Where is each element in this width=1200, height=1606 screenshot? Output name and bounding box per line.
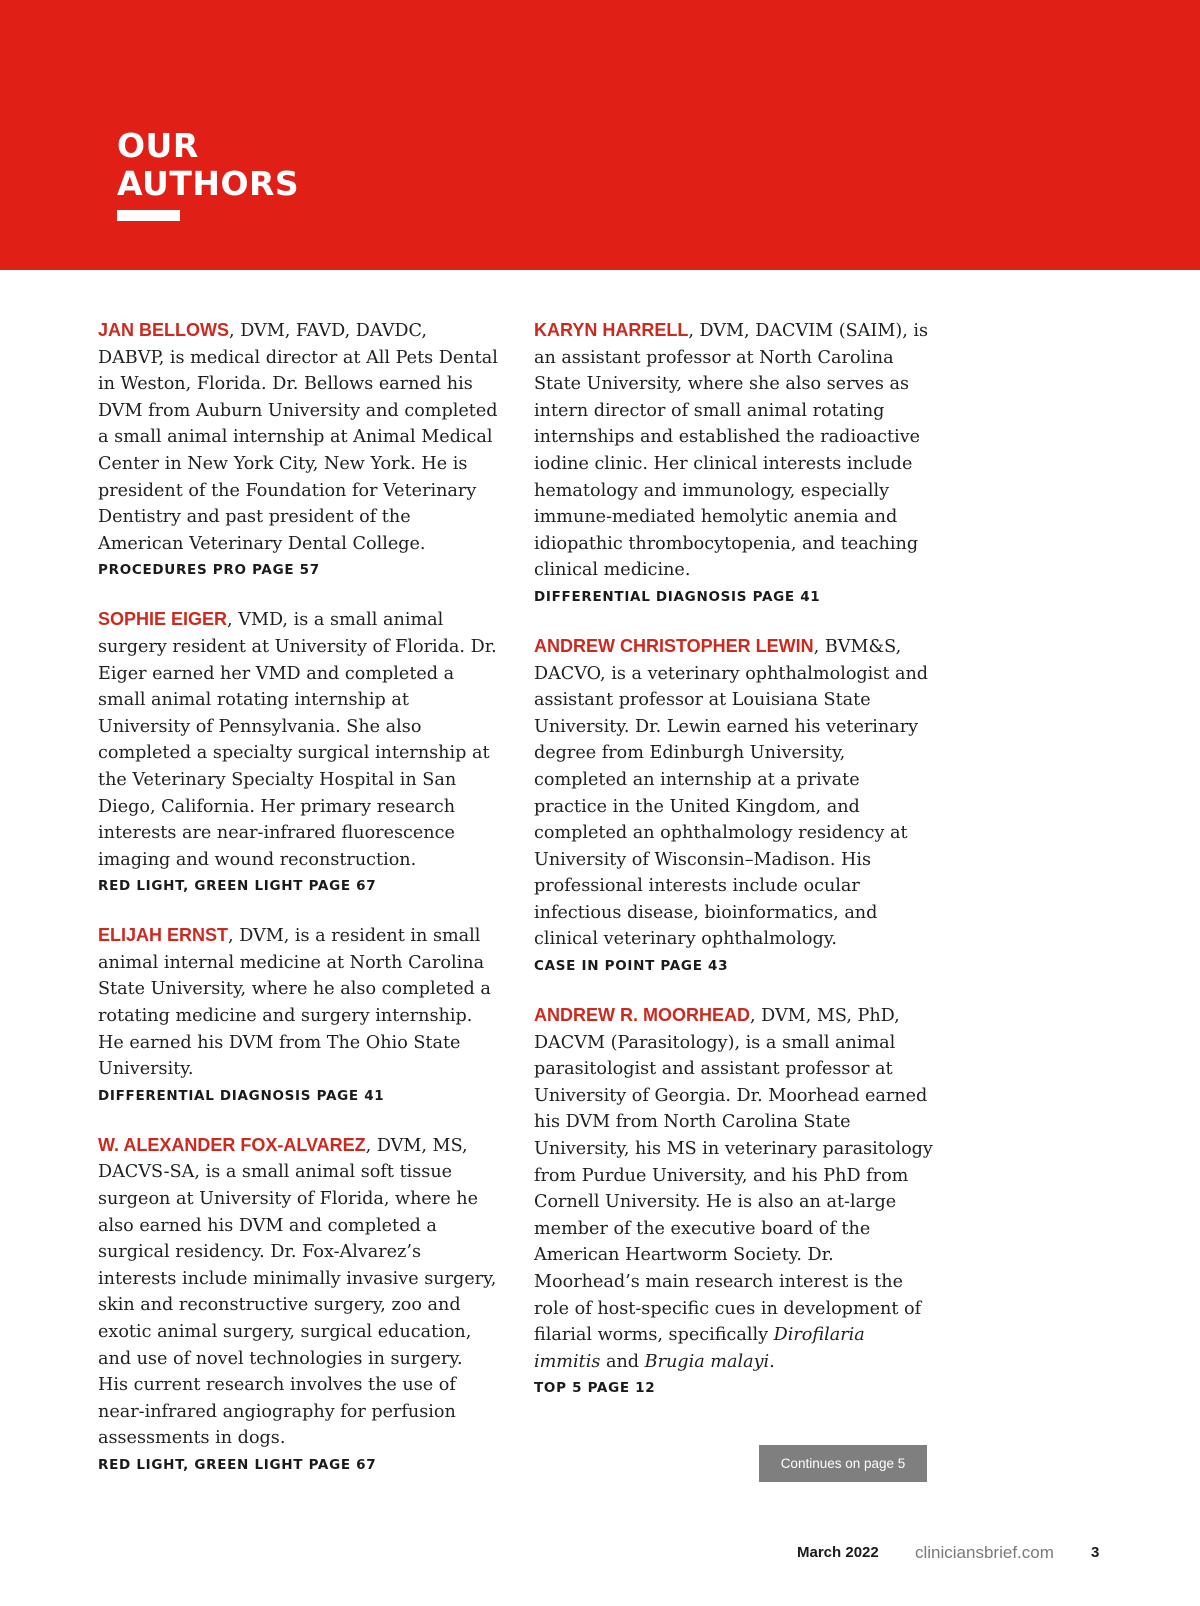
site-url[interactable]: cliniciansbrief.com — [915, 1543, 1054, 1562]
author-bio — [534, 633, 934, 953]
article-reference: DIFFERENTIAL DIAGNOSIS PAGE 41 — [98, 1087, 385, 1104]
page-number: 3 — [1091, 1544, 1100, 1561]
author-bio — [534, 317, 934, 584]
article-reference: TOP 5 PAGE 12 — [534, 1380, 656, 1397]
author-bio — [98, 922, 498, 1083]
author-name: ANDREW R. MOORHEAD — [534, 1005, 750, 1026]
title-underline-bar — [117, 210, 180, 221]
article-reference: PROCEDURES PRO PAGE 57 — [98, 562, 320, 579]
author-bio-text: , VMD, is a small animal surgery resident at University of Florida. Dr. Eiger earned her VMD and completed a small animal rotating internship at University of Pennsylvania. She also completed a specialty surgical internship at the Veterinary Specialty Hospital in San Diego, California. Her primary research interests are near-infrared fluorescence imaging and wound reconstruction. — [98, 610, 497, 870]
page-title-line-2: AUTHORS — [117, 164, 300, 203]
author-bio-text: , DVM, FAVD, DAVDC, DABVP, is medical director at All Pets Dental in Weston, Florida. Dr. Bellows earned his DVM from Auburn University and completed a small animal internship at Animal Medical Center in New York City, New York. He is president of the Foundation for Veterinary Dentistry and past president of the American Veterinary Dental College. — [98, 321, 498, 554]
article-reference: CASE IN POINT PAGE 43 — [534, 958, 729, 975]
author-name: JAN BELLOWS — [98, 320, 230, 340]
page-title — [117, 127, 299, 203]
author-bio-join: and — [600, 1351, 645, 1372]
species-name: Dirofilaria immitis — [534, 1325, 865, 1372]
author-entry — [98, 317, 498, 580]
species-name: Brugia malayi — [644, 1351, 770, 1372]
author-name: SOPHIE EIGER — [98, 609, 228, 630]
author-name: ELIJAH ERNST — [98, 925, 229, 946]
continues-on-page-button[interactable]: Continues on page 5 — [759, 1445, 927, 1482]
article-reference: RED LIGHT, GREEN LIGHT PAGE 67 — [98, 1456, 377, 1473]
author-entry — [98, 1132, 498, 1475]
author-entry — [98, 606, 498, 896]
author-bio-end: . — [769, 1351, 775, 1372]
author-entry — [534, 633, 934, 976]
article-reference: RED LIGHT, GREEN LIGHT PAGE 67 — [98, 878, 377, 895]
article-reference: DIFFERENTIAL DIAGNOSIS PAGE 41 — [534, 588, 821, 605]
author-bio — [98, 317, 498, 557]
author-entry — [534, 1002, 934, 1398]
author-name: KARYN HARRELL — [534, 320, 689, 340]
author-entry — [534, 317, 934, 607]
author-bio-text: , BVM&S, DACVO, is a veterinary ophthalmologist and assistant professor at Louisiana State University. Dr. Lewin earned his veterinary degree from Edinburgh University, completed an internship at a private practice in the United Kingdom, and completed an ophthalmology residency at University of Wisconsin–Madison. His professional interests include ocular infectious disease, bioinformatics, and clinical veterinary ophthalmology. — [534, 636, 929, 950]
issue-date: March 2022 — [797, 1544, 879, 1561]
author-name: ANDREW CHRISTOPHER LEWIN — [534, 635, 814, 656]
author-bio-text: , DVM, MS, DACVS-SA, is a small animal soft tissue surgeon at University of Florida, where he also earned his DVM and completed a surgical residency. Dr. Fox-Alvarez’s interests include minimally invasive surgery, skin and reconstructive surgery, zoo and exotic animal surgery, surgical education, and use of novel technologies in surgery. His current research involves the use of near-infrared angiography for perfusion assessments in dogs. — [98, 1135, 497, 1449]
author-bio-text: , DVM, DACVIM (SAIM), is an assistant professor at North Carolina State University, where she also serves as intern director of small animal rotating internships and established the radioactive iodine clinic. Her clinical interests include hematology and immunology, especially immune-mediated hemolytic anemia and idiopathic thrombocytopenia, and teaching clinical medicine. — [534, 321, 929, 581]
page-title-line-1: OUR — [117, 126, 199, 165]
author-bio — [98, 1132, 498, 1452]
author-bio-text: , DVM, MS, PhD, DACVM (Parasitology), is a small animal parasitologist and assistant professor at University of Georgia. Dr. Moorhead earned his DVM from North Carolina State University, his MS in veterinary parasitology from Purdue University, and his PhD from Cornell University. He is also an at-large member of the executive board of the American Heartworm Society. Dr. Moorhead’s main research interest is the role of host-specific cues in development of filarial worms, specifically — [534, 1006, 933, 1346]
right-column — [534, 317, 934, 1424]
author-bio — [98, 606, 498, 873]
author-name: W. ALEXANDER FOX-ALVAREZ — [98, 1134, 366, 1155]
author-bio-text: , DVM, is a resident in small animal internal medicine at North Carolina State University, where he also completed a rotating medicine and surgery internship. He earned his DVM from The Ohio State University. — [98, 926, 491, 1080]
left-column — [98, 317, 498, 1501]
author-entry — [98, 922, 498, 1106]
header-banner — [0, 0, 1200, 270]
author-bio — [534, 1002, 934, 1375]
